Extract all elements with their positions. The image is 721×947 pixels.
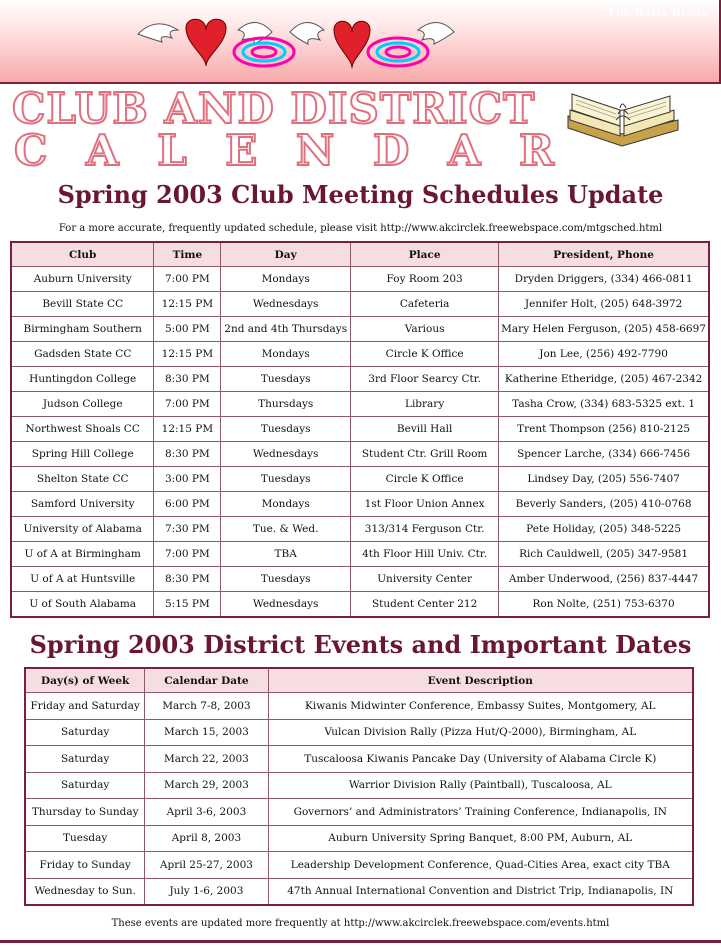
column-header: Day <box>221 242 351 267</box>
table-cell: Spring Hill College <box>11 442 154 467</box>
wing-icon <box>138 22 454 44</box>
table-cell: Various <box>351 317 499 342</box>
table-cell: Mary Helen Ferguson, (205) 458-6697 <box>499 317 709 342</box>
table-cell: 7:00 PM <box>154 392 221 417</box>
clubs-heading: Spring 2003 Club Meeting Schedules Update <box>57 180 664 209</box>
table-cell: U of A at Huntsville <box>11 567 154 592</box>
table-cell: Birmingham Southern <box>11 317 154 342</box>
table-cell: 12:15 PM <box>154 417 221 442</box>
table-cell: Library <box>351 392 499 417</box>
table-cell: Saturday <box>25 746 145 773</box>
table-row <box>11 367 709 392</box>
table-row <box>11 417 709 442</box>
table-cell: Dryden Driggers, (334) 466-0811 <box>499 267 709 292</box>
table-cell: Friday to Sunday <box>25 852 145 879</box>
column-header: Club <box>11 242 154 267</box>
table-cell: Katherine Etheridge, (205) 467-2342 <box>499 367 709 392</box>
title-letter: A <box>86 126 119 175</box>
table-row <box>25 693 693 720</box>
title-letter: D <box>372 126 410 175</box>
masthead-title: The Bama Bugle <box>607 6 709 19</box>
title-letter: A <box>447 126 481 175</box>
table-cell: March 15, 2003 <box>145 719 268 746</box>
events-table <box>24 667 694 906</box>
table-cell: Wednesday to Sun. <box>25 878 145 905</box>
table-cell: Circle K Office <box>351 467 499 492</box>
table-cell: Trent Thompson (256) 810-2125 <box>499 417 709 442</box>
table-row <box>11 467 709 492</box>
table-row <box>25 878 693 905</box>
table-row <box>25 852 693 879</box>
table-row <box>11 442 709 467</box>
table-cell: 3:00 PM <box>154 467 221 492</box>
table-cell: Kiwanis Midwinter Conference, Embassy Suites, Montgomery, AL <box>268 693 693 720</box>
table-cell: Warrior Division Rally (Paintball), Tuscaloosa, AL <box>268 772 693 799</box>
title-letter: C <box>14 126 48 175</box>
table-cell: Tuesdays <box>221 367 351 392</box>
table-cell: Shelton State CC <box>11 467 154 492</box>
table-cell: Samford University <box>11 492 154 517</box>
table-cell: Governors’ and Administrators’ Training Conference, Indianapolis, IN <box>268 799 693 826</box>
table-cell: 6:00 PM <box>154 492 221 517</box>
calendar-book-icon <box>562 86 682 156</box>
table-cell: Judson College <box>11 392 154 417</box>
table-cell: Saturday <box>25 719 145 746</box>
table-cell: Gadsden State CC <box>11 342 154 367</box>
table-cell: Foy Room 203 <box>351 267 499 292</box>
table-cell: 2nd and 4th Thursdays <box>221 317 351 342</box>
page-bottom-rule <box>0 940 721 943</box>
table-cell: 8:30 PM <box>154 442 221 467</box>
table-row <box>11 517 709 542</box>
table-cell: Tuesday <box>25 825 145 852</box>
table-cell: 7:00 PM <box>154 542 221 567</box>
table-cell: 5:00 PM <box>154 317 221 342</box>
table-cell: Circle K Office <box>351 342 499 367</box>
table-cell: 4th Floor Hill Univ. Ctr. <box>351 542 499 567</box>
title-letter: E <box>225 126 258 175</box>
table-cell: Amber Underwood, (256) 837-4447 <box>499 567 709 592</box>
table-cell: Northwest Shoals CC <box>11 417 154 442</box>
table-cell: April 25-27, 2003 <box>145 852 268 879</box>
table-cell: TBA <box>221 542 351 567</box>
table-row <box>25 825 693 852</box>
table-cell: 12:15 PM <box>154 342 221 367</box>
hearts-wings-illustration <box>136 10 456 76</box>
title-letter: N <box>295 126 335 175</box>
table-cell: Thursday to Sunday <box>25 799 145 826</box>
column-header: Day(s) of Week <box>25 668 145 693</box>
table-cell: Friday and Saturday <box>25 693 145 720</box>
table-cell: Cafeteria <box>351 292 499 317</box>
table-cell: Rich Cauldwell, (205) 347-9581 <box>499 542 709 567</box>
table-cell: Jon Lee, (256) 492-7790 <box>499 342 709 367</box>
table-cell: University of Alabama <box>11 517 154 542</box>
table-cell: March 29, 2003 <box>145 772 268 799</box>
table-cell: 313/314 Ferguson Ctr. <box>351 517 499 542</box>
swirl-icon <box>234 38 428 66</box>
table-cell: Wednesdays <box>221 292 351 317</box>
table-row <box>25 799 693 826</box>
table-cell: Leadership Development Conference, Quad-Cities Area, exact city TBA <box>268 852 693 879</box>
title-letter: R <box>519 126 554 175</box>
table-cell: Tuesdays <box>221 467 351 492</box>
table-cell: Ron Nolte, (251) 753-6370 <box>499 592 709 618</box>
clubs-note: For a more accurate, frequently updated schedule, please visit http://www.akcirclek.freewebspace.com/mtgsched.html <box>58 223 663 234</box>
table-row <box>11 592 709 618</box>
table-row <box>11 292 709 317</box>
table-cell: Thursdays <box>221 392 351 417</box>
table-cell: U of South Alabama <box>11 592 154 618</box>
table-cell: Mondays <box>221 492 351 517</box>
table-cell: 8:30 PM <box>154 567 221 592</box>
table-cell: Bevill State CC <box>11 292 154 317</box>
table-cell: Auburn University <box>11 267 154 292</box>
table-cell: 7:30 PM <box>154 517 221 542</box>
table-cell: 5:15 PM <box>154 592 221 618</box>
column-header: Calendar Date <box>145 668 268 693</box>
table-cell: Mondays <box>221 267 351 292</box>
calendar-title-line2 <box>14 126 554 175</box>
table-cell: 47th Annual International Convention and District Trip, Indianapolis, IN <box>268 878 693 905</box>
title-letter: L <box>157 126 187 175</box>
table-cell: Jennifer Holt, (205) 648-3972 <box>499 292 709 317</box>
table-cell: Tue. & Wed. <box>221 517 351 542</box>
table-row <box>11 492 709 517</box>
table-cell: March 7-8, 2003 <box>145 693 268 720</box>
table-cell: 1st Floor Union Annex <box>351 492 499 517</box>
table-row <box>25 746 693 773</box>
table-cell: Pete Holiday, (205) 348-5225 <box>499 517 709 542</box>
table-cell: Mondays <box>221 342 351 367</box>
table-cell: Student Ctr. Grill Room <box>351 442 499 467</box>
table-cell: Tasha Crow, (334) 683-5325 ext. 1 <box>499 392 709 417</box>
table-row <box>11 317 709 342</box>
heart-icon <box>186 19 370 68</box>
column-header: Place <box>351 242 499 267</box>
table-cell: July 1-6, 2003 <box>145 878 268 905</box>
table-cell: March 22, 2003 <box>145 746 268 773</box>
events-note: These events are updated more frequently at http://www.akcirclek.freewebspace.com/events.html <box>111 918 610 929</box>
column-header: Event Description <box>268 668 693 693</box>
table-row <box>11 542 709 567</box>
club-schedule-table <box>10 241 710 618</box>
table-cell: Lindsey Day, (205) 556-7407 <box>499 467 709 492</box>
table-header-row <box>25 668 693 693</box>
table-cell: U of A at Birmingham <box>11 542 154 567</box>
table-row <box>25 772 693 799</box>
table-cell: 8:30 PM <box>154 367 221 392</box>
table-row <box>11 342 709 367</box>
table-cell: 7:00 PM <box>154 267 221 292</box>
column-header: President, Phone <box>499 242 709 267</box>
table-cell: Tuesdays <box>221 567 351 592</box>
table-cell: Student Center 212 <box>351 592 499 618</box>
table-row <box>11 267 709 292</box>
table-row <box>11 567 709 592</box>
table-cell: University Center <box>351 567 499 592</box>
table-cell: 3rd Floor Searcy Ctr. <box>351 367 499 392</box>
table-cell: Bevill Hall <box>351 417 499 442</box>
table-cell: Beverly Sanders, (205) 410-0768 <box>499 492 709 517</box>
table-cell: Spencer Larche, (334) 666-7456 <box>499 442 709 467</box>
table-cell: 12:15 PM <box>154 292 221 317</box>
table-row <box>25 719 693 746</box>
column-header: Time <box>154 242 221 267</box>
table-cell: Tuscaloosa Kiwanis Pancake Day (University of Alabama Circle K) <box>268 746 693 773</box>
table-cell: Wednesdays <box>221 442 351 467</box>
table-cell: April 8, 2003 <box>145 825 268 852</box>
table-cell: Auburn University Spring Banquet, 8:00 PM, Auburn, AL <box>268 825 693 852</box>
table-cell: Wednesdays <box>221 592 351 618</box>
table-cell: Saturday <box>25 772 145 799</box>
calendar-title-line1: CLUB AND DISTRICT <box>12 84 536 133</box>
table-cell: Vulcan Division Rally (Pizza Hut/Q-2000), Birmingham, AL <box>268 719 693 746</box>
events-heading: Spring 2003 District Events and Important Dates <box>29 630 692 659</box>
table-cell: April 3-6, 2003 <box>145 799 268 826</box>
table-cell: Huntingdon College <box>11 367 154 392</box>
table-header-row <box>11 242 709 267</box>
table-row <box>11 392 709 417</box>
table-cell: Tuesdays <box>221 417 351 442</box>
